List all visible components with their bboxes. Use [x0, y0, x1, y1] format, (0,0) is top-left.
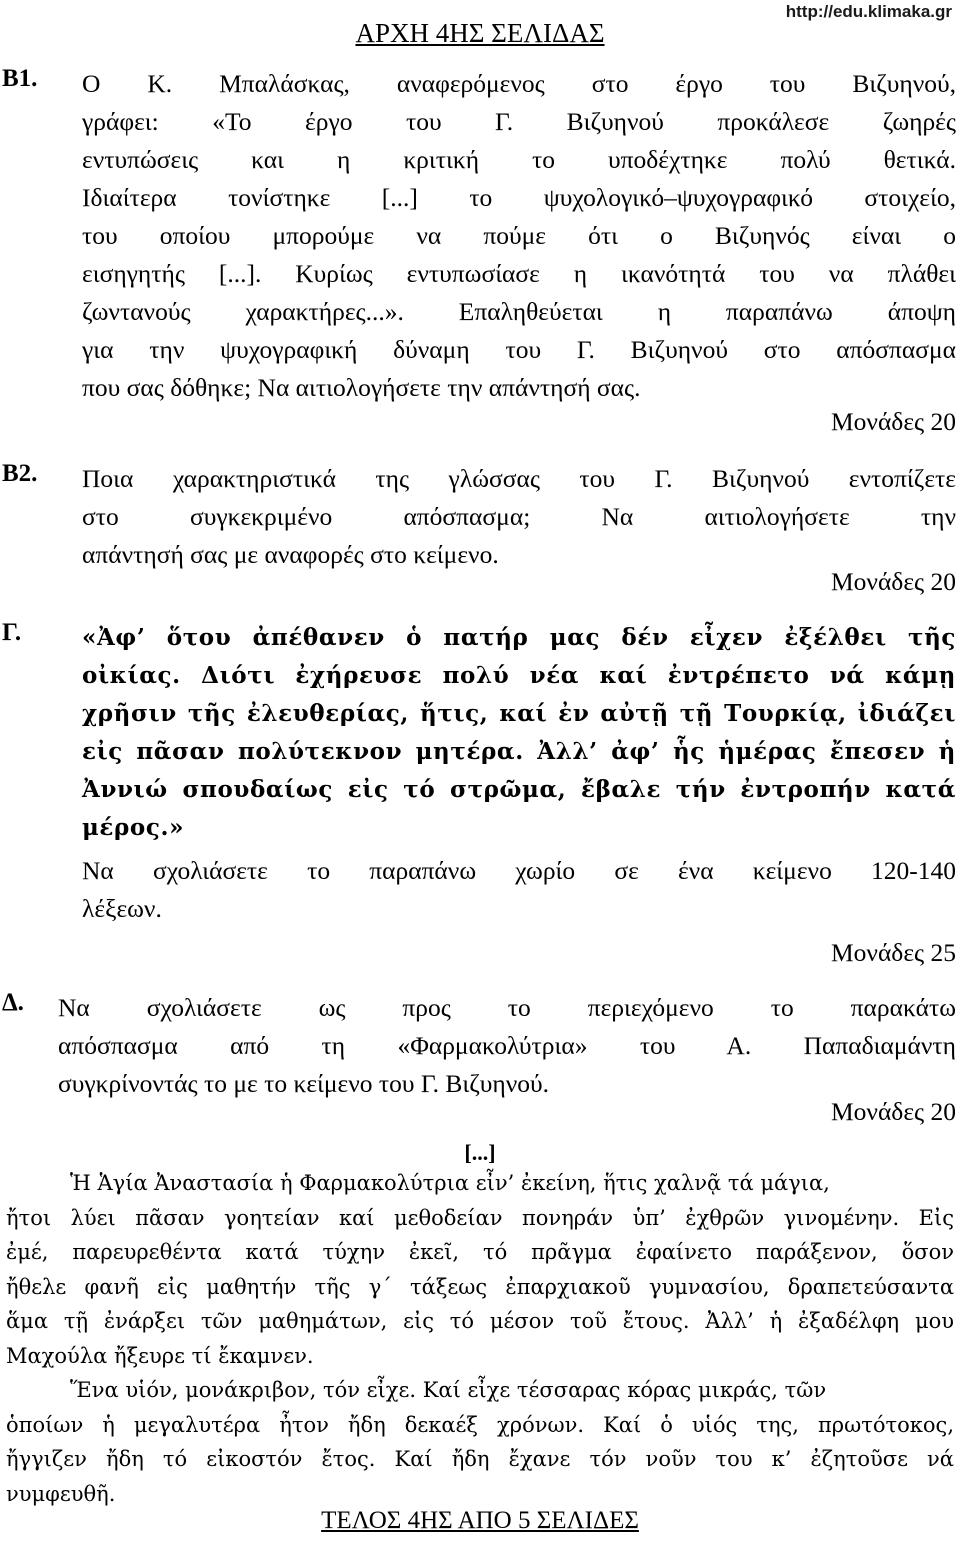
- text-line: του οποίου μπορούμε να πούμε ότι ο Βιζυηνός είναι ο: [82, 221, 956, 250]
- text-line: Ἀννιώ σπουδαίως εἰς τό στρῶμα, ἔβαλε τήν ἐντροπήν κατά: [82, 776, 956, 803]
- question-text: [58, 989, 956, 1103]
- marks-b1: Μονάδες 20: [830, 407, 956, 436]
- question-text: [82, 460, 956, 574]
- text-line: λέξεων.: [82, 894, 162, 923]
- question-text: [82, 65, 956, 407]
- marks-b2: Μονάδες 20: [830, 567, 956, 596]
- question-text: [82, 852, 956, 928]
- text-line: Ο Κ. Μπαλάσκας, αναφερόμενος στο έργο του Βιζυηνού,: [82, 69, 956, 98]
- question-label: Β1.: [2, 65, 38, 92]
- text-line: ἐμέ, παρευρεθέντα κατά τύχην ἐκεῖ, τό πρᾶγμα ἐφαίνετο παράξενον, ὅσον: [6, 1240, 954, 1264]
- text-line: Ποια χαρακτηριστικά της γλώσσας του Γ. Βιζυηνού εντοπίζετε: [82, 464, 956, 493]
- text-line: ἤγγιζεν ἤδη τό εἰκοστόν ἔτος. Καί ἤδη ἔχανε τόν νοῦν του κ’ ἐζητοῦσε νά: [6, 1447, 954, 1471]
- question-label: Γ.: [2, 619, 22, 646]
- text-line: μέρος.»: [82, 814, 185, 841]
- excerpt-text: [6, 1166, 954, 1511]
- text-line: εἰς πᾶσαν πολύτεκνον μητέρα. Ἀλλ’ ἀφ’ ἧς ἡμέρας ἔπεσεν ἡ: [82, 738, 956, 765]
- text-line: Ἡ Ἁγία Ἀναστασία ἡ Φαρμακολύτρια εἶν’ ἐκείνη, ἥτις χαλνᾷ τά μάγια,: [70, 1171, 830, 1195]
- text-line: νυμφευθῆ.: [6, 1481, 116, 1506]
- question-label: Β2.: [2, 460, 38, 487]
- text-line: ἅμα τῇ ἐνάρξει τῶν μαθημάτων, εἰς τό μέσον τοῦ ἔτους. Ἀλλ’ ἡ ἐξαδέλφη μου: [6, 1309, 954, 1333]
- marks-g: Μονάδες 25: [830, 938, 956, 967]
- text-line: εισηγητής [...]. Κυρίως εντυπωσίασε η ικανότητά του να πλάθει: [82, 259, 956, 288]
- text-line: ἤθελε φανῆ εἰς μαθητήν τῆς γ΄ τάξεως ἐπαρχιακοῦ γυμνασίου, δραπετεύσαντα: [6, 1274, 954, 1299]
- text-line: για την ψυχογραφική δύναμη του Γ. Βιζυηνού στο απόσπασμα: [82, 335, 956, 364]
- text-line: απόσπασμα από τη «Φαρμακολύτρια» του Α. Παπαδιαμάντη: [58, 1031, 956, 1060]
- text-line: Ἕνα υἱόν, μονάκριβον, τόν εἶχε. Καί εἶχε τέσσαρας κόρας μικράς, τῶν: [70, 1378, 827, 1402]
- text-line: Να σχολιάσετε ως προς το περιεχόμενο το παρακάτω: [58, 993, 956, 1022]
- page-header-title: ΑΡΧΗ 4ΗΣ ΣΕΛΙΔΑΣ: [355, 18, 605, 48]
- text-line: οἰκίας. Διότι ἐχήρευσε πολύ νέα καί ἐντρέπετο νά κάμῃ: [82, 662, 956, 689]
- quoted-passage: [82, 619, 956, 847]
- marks-d: Μονάδες 20: [830, 1097, 956, 1126]
- text-line: ὁποίων ἡ μεγαλυτέρα ἦτον ἤδη δεκαέξ χρόνων. Καί ὁ υἱός της, πρωτότοκος,: [6, 1412, 954, 1437]
- text-line: Μαχούλα ἤξευρε τί ἔκαμνεν.: [6, 1343, 314, 1368]
- text-line: που σας δόθηκε; Να αιτιολογήσετε την απάντησή σας.: [82, 373, 641, 402]
- text-line: χρῆσιν τῆς ἐλευθερίας, ἥτις, καί ἐν αὐτῇ τῇ Τουρκίᾳ, ἰδιάζει: [82, 700, 956, 727]
- text-line: συγκρίνοντάς το με το κείμενο του Γ. Βιζυηνού.: [58, 1069, 550, 1098]
- text-line: απάντησή σας με αναφορές στο κείμενο.: [82, 540, 499, 569]
- text-line: Να σχολιάσετε το παραπάνω χωρίο σε ένα κείμενο 120-140: [82, 856, 956, 885]
- text-line: Ιδιαίτερα τονίστηκε [...] το ψυχολογικό–ψυχογραφικό στοιχείο,: [82, 183, 956, 212]
- page-footer: ΤΕΛΟΣ 4ΗΣ ΑΠΟ 5 ΣΕΛΙΔΕΣ: [321, 1507, 639, 1534]
- text-line: γράφει: «Το έργο του Γ. Βιζυηνού προκάλεσε ζωηρές: [82, 107, 956, 136]
- text-line: εντυπώσεις και η κριτική το υποδέχτηκε πολύ θετικά.: [82, 145, 956, 174]
- text-line: ζωντανούς χαρακτήρες...». Επαληθεύεται η παραπάνω άποψη: [82, 297, 956, 326]
- excerpt-bracket: [...]: [464, 1140, 496, 1165]
- text-line: στο συγκεκριμένο απόσπασμα; Να αιτιολογήσετε την: [82, 502, 956, 531]
- site-url: http://edu.klimaka.gr: [785, 2, 952, 21]
- question-label: Δ.: [2, 989, 24, 1016]
- text-line: «Ἀφ’ ὅτου ἀπέθανεν ὁ πατήρ μας δέν εἶχεν ἐξέλθει τῆς: [82, 624, 956, 651]
- text-line: ἤτοι λύει πᾶσαν γοητείαν καί μεθοδείαν πονηράν ὑπ’ ἐχθρῶν γινομένην. Εἰς: [6, 1205, 954, 1230]
